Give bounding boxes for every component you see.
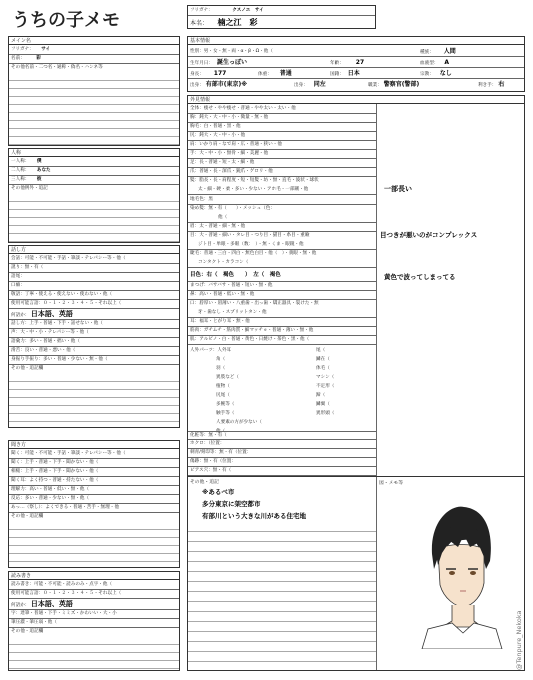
speech-section [8,245,180,428]
height-value: 177 [213,70,227,77]
speech-other-lines [9,374,179,427]
nonhuman-item: 不定形（ [316,384,335,389]
nonhuman-item: 角（ [216,357,226,362]
speech-row: 訛り：無・有（ [9,264,179,273]
appearance-row: 牙・歯なし・スプリットタン・他 [188,309,377,318]
appearance-row: 胸：鈍大・大・中・小・微量・無・他 [188,114,377,123]
readwrite-other-label: その他・追記欄 [11,629,44,634]
appearance-row: 眉：太・普通・細・無・他 [188,223,377,232]
appearance-row: コンタクト・カラコン（ [188,259,377,268]
appearance-row: 他（ [188,214,377,223]
hair-color-text: 地毛色：黒 [190,197,213,202]
listen-row: あっ…（察し）：よくできる・普通・苦手・無理・他 [9,504,179,513]
birthplace-value: 有部市(東京)※ [205,81,248,88]
country-cell [330,68,360,79]
listen-row: 相槌：上手・普通・下手・聞かない・他（ [9,468,179,477]
height-label: 身長： [190,72,204,77]
birthplace-label: 出身： [190,83,204,88]
residence-value: 同左 [313,81,326,88]
blood-label: 血液型： [420,61,439,66]
first-person-value: 僕 [36,159,42,164]
nonhuman-item: マシン（ [316,375,335,380]
tattoo-row: 刺青/刻印等：無・有（位置： [188,449,377,458]
nonhuman-item: 鱗翼（ [316,402,330,407]
religion-cell [420,68,452,79]
nonhuman-item: 体毛（ [316,366,330,371]
species-label: 種族： [420,50,434,55]
appearance-row: 目：大・普通・細い・タレ目・つり目・猫目・糸目・重瞼 [190,233,310,238]
age-cell [330,57,364,68]
eye-color-row [188,268,377,282]
readwrite-language-value: 日本語、英語 [30,600,73,608]
main-name-row [9,55,179,64]
listen-header: 聞き方 [9,441,179,449]
age-value: 27 [355,59,365,66]
residence-label: 出身： [294,83,308,88]
third-person-row [9,176,179,185]
persons-section [8,148,180,243]
age-label: 年齢： [330,61,344,66]
appearance-row: 爪：普通・長・深爪・鋭爪・ゲロリ・他 [188,168,377,177]
appearance-row: 肌：アルビノ・白・普通・黄色・日焼け・茶色・黒・他（ [188,336,377,345]
nonhuman-item: 多腕等（ [216,402,235,407]
eyecolor-note: 黄色で波ってしまってる [384,273,456,281]
hand-label: 利き手： [478,83,497,88]
weight-cell [258,68,292,79]
appearance-row: 胸毛：白・普通・黒・他 [188,123,377,132]
third-person-label: 三人称： [11,177,30,182]
appearance-note: 多分東京に架空都市 [202,500,261,508]
nonhuman-item: 尻尾（ [216,393,230,398]
picture-label: 図・メモ等 [379,481,403,486]
appearance-other-label: その他・追記 [190,480,219,485]
nonhuman-item: 異肢など（ [216,375,239,380]
nonhuman-item: 異形頭（ [316,411,335,416]
second-person-label: 二人称： [11,168,30,173]
other-names-lines [9,73,179,145]
weight-value: 普通 [279,70,292,77]
appearance-header: 外見情報 [188,96,524,104]
persons-other-label: その他例外・追記 [11,186,48,191]
scar-row: 傷跡：無・有（位置： [188,458,377,467]
speech-row: 敬語：丁寧・使える・使えない・使わない・他（ [9,291,179,300]
nonhuman-item: 他（ [216,429,226,434]
speech-language-row [9,309,179,320]
religion-value: なし [439,70,452,77]
appearance-note: ※あるべ市 [202,488,235,496]
first-person-label: 一人称： [11,159,30,164]
appearance-row: ジト目・単眼・多眼（数： ）・無・くま・眼鏡・他 [188,241,377,250]
other-names-label: その他名前・二つ名・通称・偽名・ハンネ等 [11,65,103,70]
weight-label: 体重： [258,72,272,77]
speech-row: 声：大・中・小・テレパシー等・他（ [9,329,179,338]
hair-color-row [188,195,377,205]
main-furigana-row [9,46,179,55]
job-value: 警察官(警部) [383,81,420,88]
appearance-other-lines [188,522,376,670]
blood-cell [420,57,449,68]
eye-note: 目つきが悪いのがコンプレックス [380,231,478,239]
speech-row: 身振り手振り：多い・普通・少ない・無・他（ [9,356,179,365]
appearance-row: 髪：脂長・長・肩程度・短・短髪・坊・無・直毛・波状・球状 [190,178,319,183]
main-furigana-label: フリガナ： [11,47,34,52]
speech-other-label: その他・追記欄 [11,366,44,371]
hand-value: 右 [498,81,505,88]
sex-label: 性別：男・女・無・両・α・β・Ω・他（ [190,49,273,54]
readwrite-header: 読み書き [9,572,179,580]
appearance-row: 足：長・普通・短・太・細・他 [188,159,377,168]
appearance-row: 睫毛：普通・三白・四白・無色白目・他（ ）・義眼・無・他 [190,251,317,256]
appearance-row: 染め髪：無・有（ ）・メッシュ（色： [190,206,275,211]
speech-row: 語尾： [9,273,179,282]
readwrite-language-label: 何語か： [11,603,30,608]
lower-divider [376,477,377,670]
speech-row: 滑舌：良い・普通・悪い・他（ [9,347,179,356]
appearance-row: 口：唇厚い・唇薄い・八重歯・出っ歯・矯正器具・裂けた・無 [190,301,319,306]
basic-info-section [187,36,525,92]
species-value: 人間 [443,48,456,55]
appearance-row: 筋肉：ガチムチ・筋肉質・細マッチョ・普通・薄い・無・他 [188,327,377,336]
appearance-lower [188,476,524,670]
job-cell [368,79,419,91]
listen-row: 理解力：高い・普通・低い・無・他（ [9,486,179,495]
honmyo-label: 本名： [190,20,209,27]
speech-row: 使用可能言語：０・１・２・３・４・５・それ以上（ [9,300,179,309]
character-sketch [412,499,504,649]
second-person-value: あなた [36,168,51,173]
hand-cell [478,79,504,91]
honmyo-row [188,16,375,29]
readwrite-row: 字：達筆・普通・下手・ミミズ・かわいい・大・小 [9,610,179,619]
main-name-header: メイン名 [9,37,179,45]
nonhuman-item: 鱗在（ [316,357,330,362]
basic-header: 基本情報 [188,37,524,45]
listen-row: 反応：多い・普通・少ない・無・他（ [9,495,179,504]
listen-row: 聞く：可能・不可能・手話・筆談・テレパシー等・他（ [9,450,179,459]
furigana-label: フリガナ： [190,8,213,13]
appearance-row: 尻：鈍大・大・中・小・他 [188,132,377,141]
honmyo-value: 楠之江 彩 [217,18,258,27]
third-person-value: 彼 [36,177,42,182]
blood-value: A [444,59,450,66]
listen-other-label: その他・追記欄 [11,514,44,519]
readwrite-other-lines [9,637,179,670]
appearance-row: 肩：いかり肩・なで肩・広・普通・狭い・他 [188,141,377,150]
main-name-value: 彩 [36,56,41,61]
mole-row: ホクロ：（位置： [188,440,377,449]
persons-header: 人称 [9,149,179,157]
appearance-row: 鼻：高い・普通・低い・無・他 [188,291,377,300]
listen-row: 聞く耳：よく持つ・普通・持たない・他（ [9,477,179,486]
religion-label: 宗教： [420,72,434,77]
nonhuman-item: 蹄（ [316,393,326,398]
appearance-row: 全体：痩せ・やや痩せ・普通・やや太い・太い・他 [188,105,377,114]
residence-cell [294,79,326,91]
appearance-row: 耳：福耳・とがり耳・無・他 [188,318,377,327]
readwrite-section [8,571,180,671]
nonhuman-item: 触手等（ [216,411,235,416]
readwrite-row: 筆圧濃・筆圧弱・他（ [9,619,179,628]
appearance-note: 有部川という大きな川がある住宅地 [202,512,306,520]
nonhuman-right-list [316,346,376,418]
basic-row-1 [188,46,524,57]
first-person-row [9,158,179,167]
main-furigana-value: サイ [41,47,51,52]
page-title: うちの子メモ [12,10,120,31]
makeup-row: 化粧等：無・有（ [188,431,377,440]
job-label: 職業： [368,83,382,88]
furigana-value: クスノエ サイ [232,8,264,13]
speech-language-value: 日本語、英語 [30,310,73,318]
nonhuman-label: 人外パーツ：人外耳 [190,348,232,353]
main-name-label: 名前： [11,56,25,61]
nonhuman-item: 尾（ [316,348,326,353]
name-box [187,5,376,29]
readwrite-row: 使用可能言語：０・１・２・３・４・５・それ以上（ [9,590,179,599]
speech-header: 話し方 [9,246,179,254]
birthday-label: 生年月日： [190,61,213,66]
listen-section [8,440,180,568]
nonhuman-item: 植物（ [216,384,230,389]
furigana-row [188,6,375,16]
persons-other-lines [9,194,179,242]
appearance-section [187,95,525,671]
second-person-row [9,167,179,176]
species-cell [420,46,456,57]
birthday-value: 誕生っぽい [216,59,247,66]
basic-row-2 [188,57,524,68]
country-label: 国籍： [330,72,344,77]
readwrite-row: 読み書き：可能・不可能・読みのみ・点字・他（ [9,581,179,590]
speech-language-label: 何語か： [11,313,30,318]
speech-row: 口癖： [9,282,179,291]
hair-note: 一部長い [384,185,412,193]
speech-row: 会話：可能・不可能・手話・筆談・テレパシー等・他（ [9,255,179,264]
listen-row: 聞く：上手・普通・下手・聞かない・他（ [9,459,179,468]
piercing-row: ピアス穴：無・有（ [188,467,377,476]
nonhuman-item: 羽（ [216,366,226,371]
appearance-row: 手：大・中・小・無骨・細・美麗・他 [188,150,377,159]
basic-row-3 [188,68,524,79]
eye-color-text: 目色：右（ 褐色 ） 左（ 褐色 [190,272,281,278]
listen-other-lines [9,522,179,567]
speech-row: 語彙力：多い・普通・拙い・他（ [9,338,179,347]
watermark: @Tenpure_Nekoka [515,610,523,670]
nonhuman-item: 人要素の方が少ない（ [216,420,262,425]
speech-row: 話し方：上手・普通・下手・話せない・他（ [9,320,179,329]
appearance-row: 太・細・硬・柔・多い・少ない・アホ毛・一部剛・他 [188,186,377,195]
readwrite-language-row [9,599,179,610]
basic-row-4 [188,79,524,91]
nonhuman-left-list [216,355,286,436]
country-value: 日本 [347,70,360,77]
main-name-section [8,36,180,146]
appearance-row: まつげ：バサバサ・普通・短い・無・他 [188,282,377,291]
